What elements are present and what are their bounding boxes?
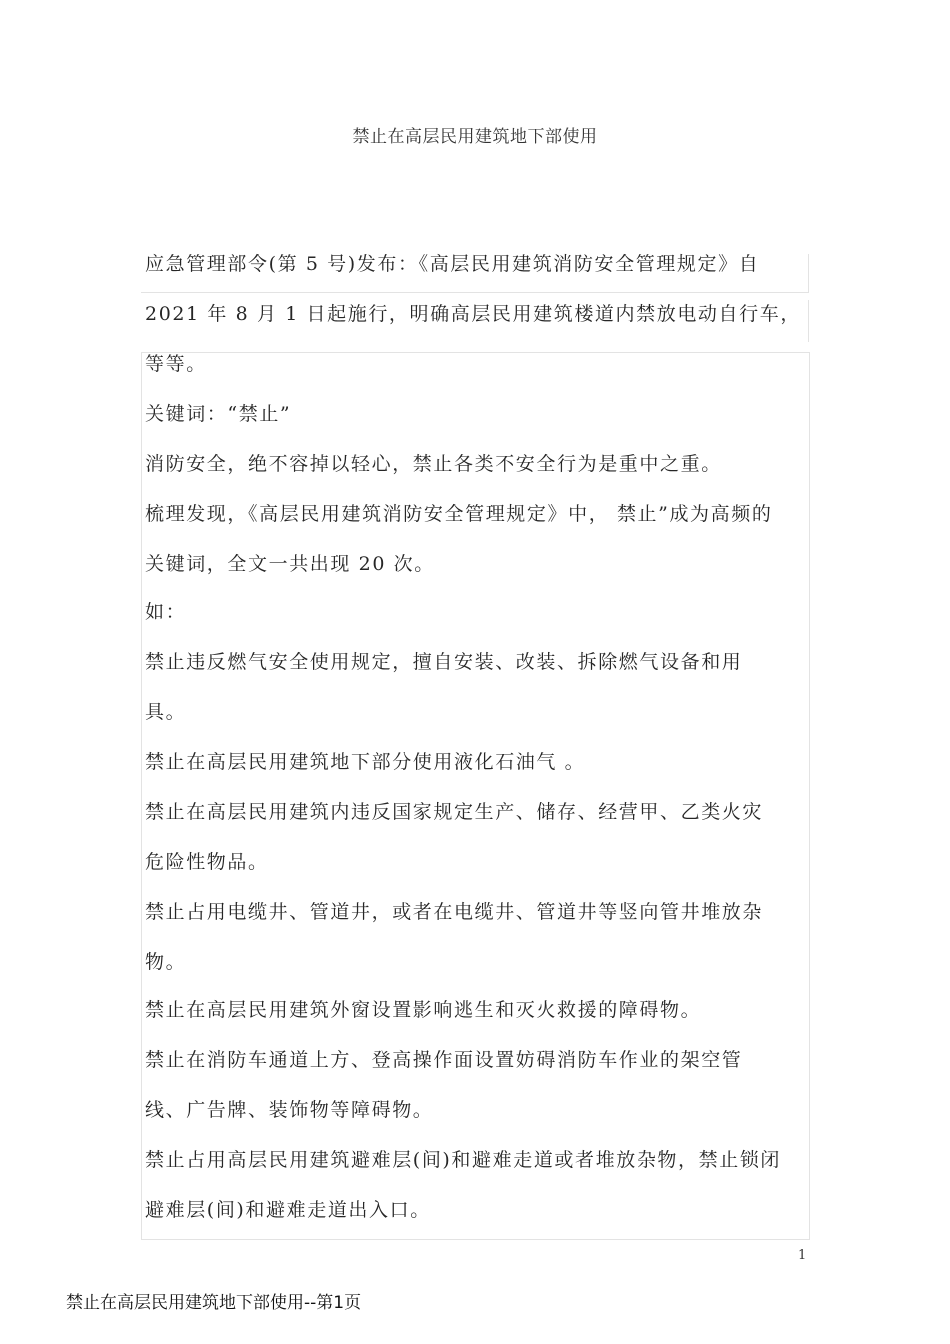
page-number: 1: [798, 1248, 807, 1263]
body-line: 等等。: [145, 353, 207, 375]
body-line: 物。: [145, 951, 187, 973]
document-title: 禁止在高层民用建筑地下部使用: [352, 127, 598, 147]
body-line: 关键词：“禁止”: [145, 403, 292, 425]
body-line: 如：: [145, 601, 187, 623]
body-line: 禁止在高层民用建筑外窗设置影响逃生和灭火救援的障碍物。: [145, 999, 702, 1021]
body-line: 梳理发现，《高层民用建筑消防安全管理规定》中， 禁止”成为高频的: [145, 503, 773, 525]
body-line: 危险性物品。: [145, 851, 269, 873]
page-footer: 禁止在高层民用建筑地下部使用--第1页: [66, 1293, 362, 1313]
body-line: 禁止占用高层民用建筑避难层(间)和避难走道或者堆放杂物，禁止锁闭: [145, 1149, 782, 1171]
body-line: 具。: [145, 701, 187, 723]
body-line: 消防安全，绝不容掉以轻心，禁止各类不安全行为是重中之重。: [145, 453, 722, 475]
body-line: 禁止在高层民用建筑内违反国家规定生产、储存、经营甲、乙类火灾: [145, 801, 764, 823]
body-line: 线、广告牌、装饰物等障碍物。: [145, 1099, 434, 1121]
body-line: 禁止在高层民用建筑地下部分使用液化石油气 。: [145, 751, 586, 773]
body-line: 禁止占用电缆井、管道井，或者在电缆井、管道井等竖向管井堆放杂: [145, 901, 764, 923]
body-line: 2021 年 8 月 1 日起施行，明确高层民用建筑楼道内禁放电动自行车，: [145, 303, 801, 325]
body-line: 禁止违反燃气安全使用规定，擅自安装、改装、拆除燃气设备和用: [145, 651, 743, 673]
body-line: 关键词，全文一共出现 20 次。: [145, 553, 435, 575]
body-line: 避难层(间)和避难走道出入口。: [145, 1199, 431, 1221]
body-line: 禁止在消防车通道上方、登高操作面设置妨碍消防车作业的架空管: [145, 1049, 743, 1071]
body-line: 应急管理部令(第 5 号)发布：《高层民用建筑消防安全管理规定》自: [145, 253, 760, 275]
